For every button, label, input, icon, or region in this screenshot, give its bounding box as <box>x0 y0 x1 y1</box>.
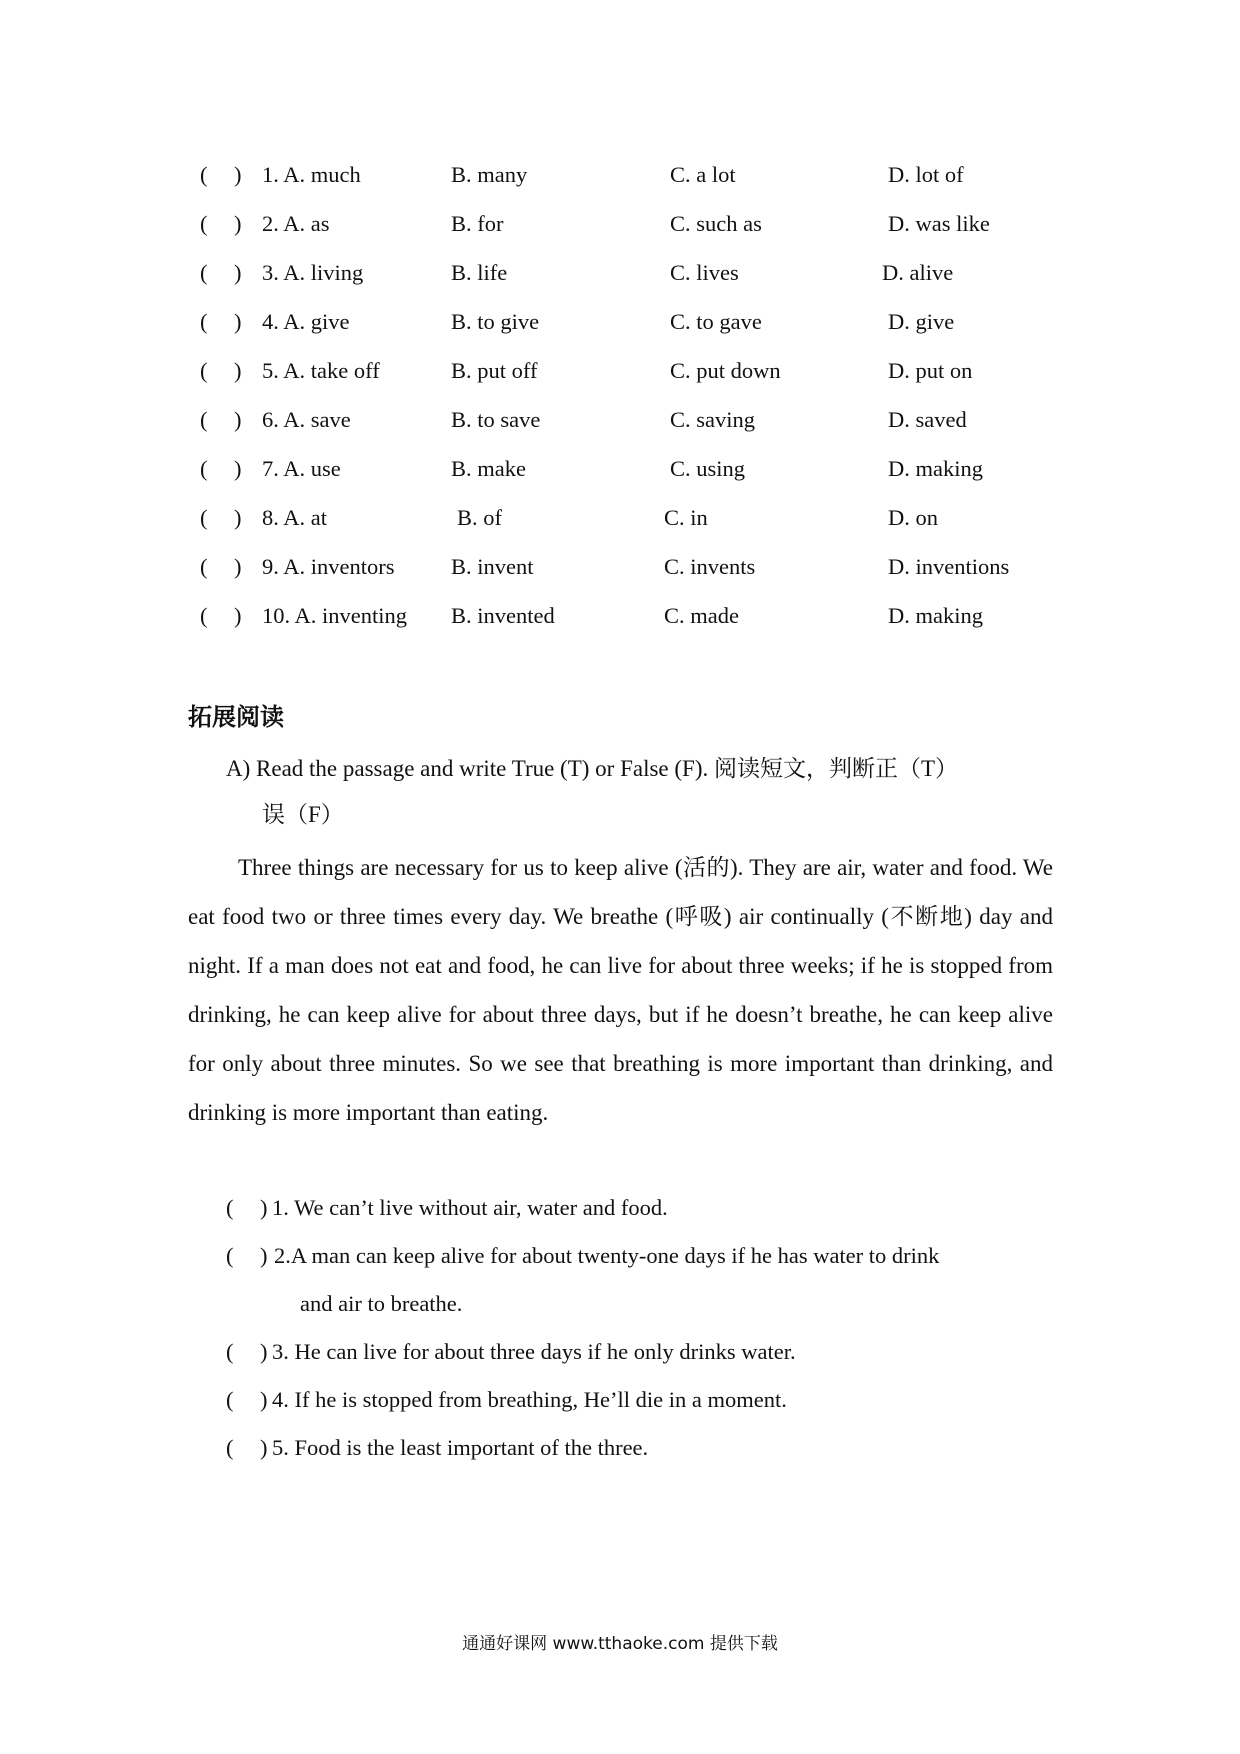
option-b: B. for <box>451 211 504 236</box>
option-b: B. of <box>457 505 502 530</box>
answer-blank: ( ) <box>226 1243 270 1268</box>
statement-text-continued: and air to breathe. <box>300 1291 463 1316</box>
option-d: D. lot of <box>888 162 964 187</box>
option-c: C. using <box>670 456 746 481</box>
option-d: D. making <box>888 456 983 481</box>
statement-item <box>226 1328 1056 1376</box>
option-b: B. to save <box>451 407 541 432</box>
option-c: C. lives <box>670 260 739 285</box>
answer-blank: ( ) <box>200 309 244 334</box>
option-d: D. give <box>888 309 955 334</box>
option-a: 9. A. inventors <box>262 554 395 579</box>
option-a: 2. A. as <box>262 211 330 236</box>
choice-row <box>0 356 1240 405</box>
answer-blank: ( ) <box>200 554 244 579</box>
answer-blank: ( ) <box>200 358 244 383</box>
option-d: D. saved <box>888 407 967 432</box>
statement-text: 5. Food is the least important of the three. <box>272 1435 649 1460</box>
option-d: D. inventions <box>888 554 1010 579</box>
answer-blank: ( ) <box>200 407 244 432</box>
choice-row <box>0 454 1240 503</box>
statement-item <box>226 1232 1056 1328</box>
option-c: C. such as <box>670 211 762 236</box>
reading-passage: Three things are necessary for us to keep alive (活的). They are air, water and food. We eat food two or three times every day. We breathe (呼吸) air continually (不断地) day and night. If a man does not eat and food, he can live for about three weeks; if he is stopped from drinking, he can keep alive for about three days, but if he doesn’t breathe, he can keep alive for only about three minutes. So we see that breathing is more important than drinking, and drinking is more important than eating. <box>188 855 1053 1125</box>
answer-blank: ( ) <box>200 456 244 481</box>
option-b: B. to give <box>451 309 540 334</box>
statement-text: 1. We can’t live without air, water and food. <box>272 1195 668 1220</box>
option-c: C. a lot <box>670 162 736 187</box>
option-d: D. on <box>888 505 938 530</box>
statement-text: 4. If he is stopped from breathing, He’ll die in a moment. <box>272 1387 787 1412</box>
option-d: D. alive <box>882 260 954 285</box>
multiple-choice-list <box>0 160 1240 650</box>
section-title: 拓展阅读 <box>188 703 284 731</box>
answer-blank: ( ) <box>200 211 244 236</box>
option-a: 5. A. take off <box>262 358 380 383</box>
choice-row <box>0 601 1240 650</box>
choice-row <box>0 503 1240 552</box>
option-c: C. put down <box>670 358 781 383</box>
option-b: B. invented <box>451 603 555 628</box>
option-b: B. put off <box>451 358 538 383</box>
answer-blank: ( ) <box>226 1435 270 1460</box>
option-a: 4. A. give <box>262 309 350 334</box>
instruction-line: A) Read the passage and write True (T) or False (F). 阅读短文，判断正（T） <box>226 756 959 781</box>
page-footer: 通通好课网 www.tthaoke.com 提供下载 <box>462 1634 778 1654</box>
choice-row <box>0 258 1240 307</box>
option-a: 7. A. use <box>262 456 341 481</box>
instruction <box>226 746 1066 838</box>
answer-blank: ( ) <box>226 1339 270 1364</box>
answer-blank: ( ) <box>200 162 244 187</box>
option-d: D. making <box>888 603 983 628</box>
option-b: B. invent <box>451 554 534 579</box>
statement-text: 3. He can live for about three days if he only drinks water. <box>272 1339 796 1364</box>
option-a: 1. A. much <box>262 162 361 187</box>
choice-row <box>0 209 1240 258</box>
option-b: B. make <box>451 456 526 481</box>
choice-row <box>0 307 1240 356</box>
statement-item <box>226 1184 1056 1232</box>
option-c: C. made <box>664 603 739 628</box>
statement-item <box>226 1376 1056 1424</box>
option-b: B. many <box>451 162 528 187</box>
instruction-line-continued: 误（F） <box>262 802 344 827</box>
option-a: 8. A. at <box>262 505 327 530</box>
statement-item <box>226 1424 1056 1472</box>
option-c: C. invents <box>664 554 756 579</box>
answer-blank: ( ) <box>200 603 244 628</box>
option-a: 10. A. inventing <box>262 603 407 628</box>
true-false-list <box>226 1184 1056 1472</box>
option-c: C. saving <box>670 407 756 432</box>
answer-blank: ( ) <box>200 260 244 285</box>
choice-row <box>0 405 1240 454</box>
option-a: 6. A. save <box>262 407 351 432</box>
option-a: 3. A. living <box>262 260 364 285</box>
option-d: D. was like <box>888 211 990 236</box>
option-d: D. put on <box>888 358 973 383</box>
choice-row <box>0 552 1240 601</box>
answer-blank: ( ) <box>200 505 244 530</box>
choice-row <box>0 160 1240 209</box>
answer-blank: ( ) <box>226 1387 270 1412</box>
option-c: C. to gave <box>670 309 762 334</box>
option-b: B. life <box>451 260 508 285</box>
answer-blank: ( ) <box>226 1195 270 1220</box>
statement-text: 2.A man can keep alive for about twenty-one days if he has water to drink <box>274 1243 940 1268</box>
option-c: C. in <box>664 505 708 530</box>
